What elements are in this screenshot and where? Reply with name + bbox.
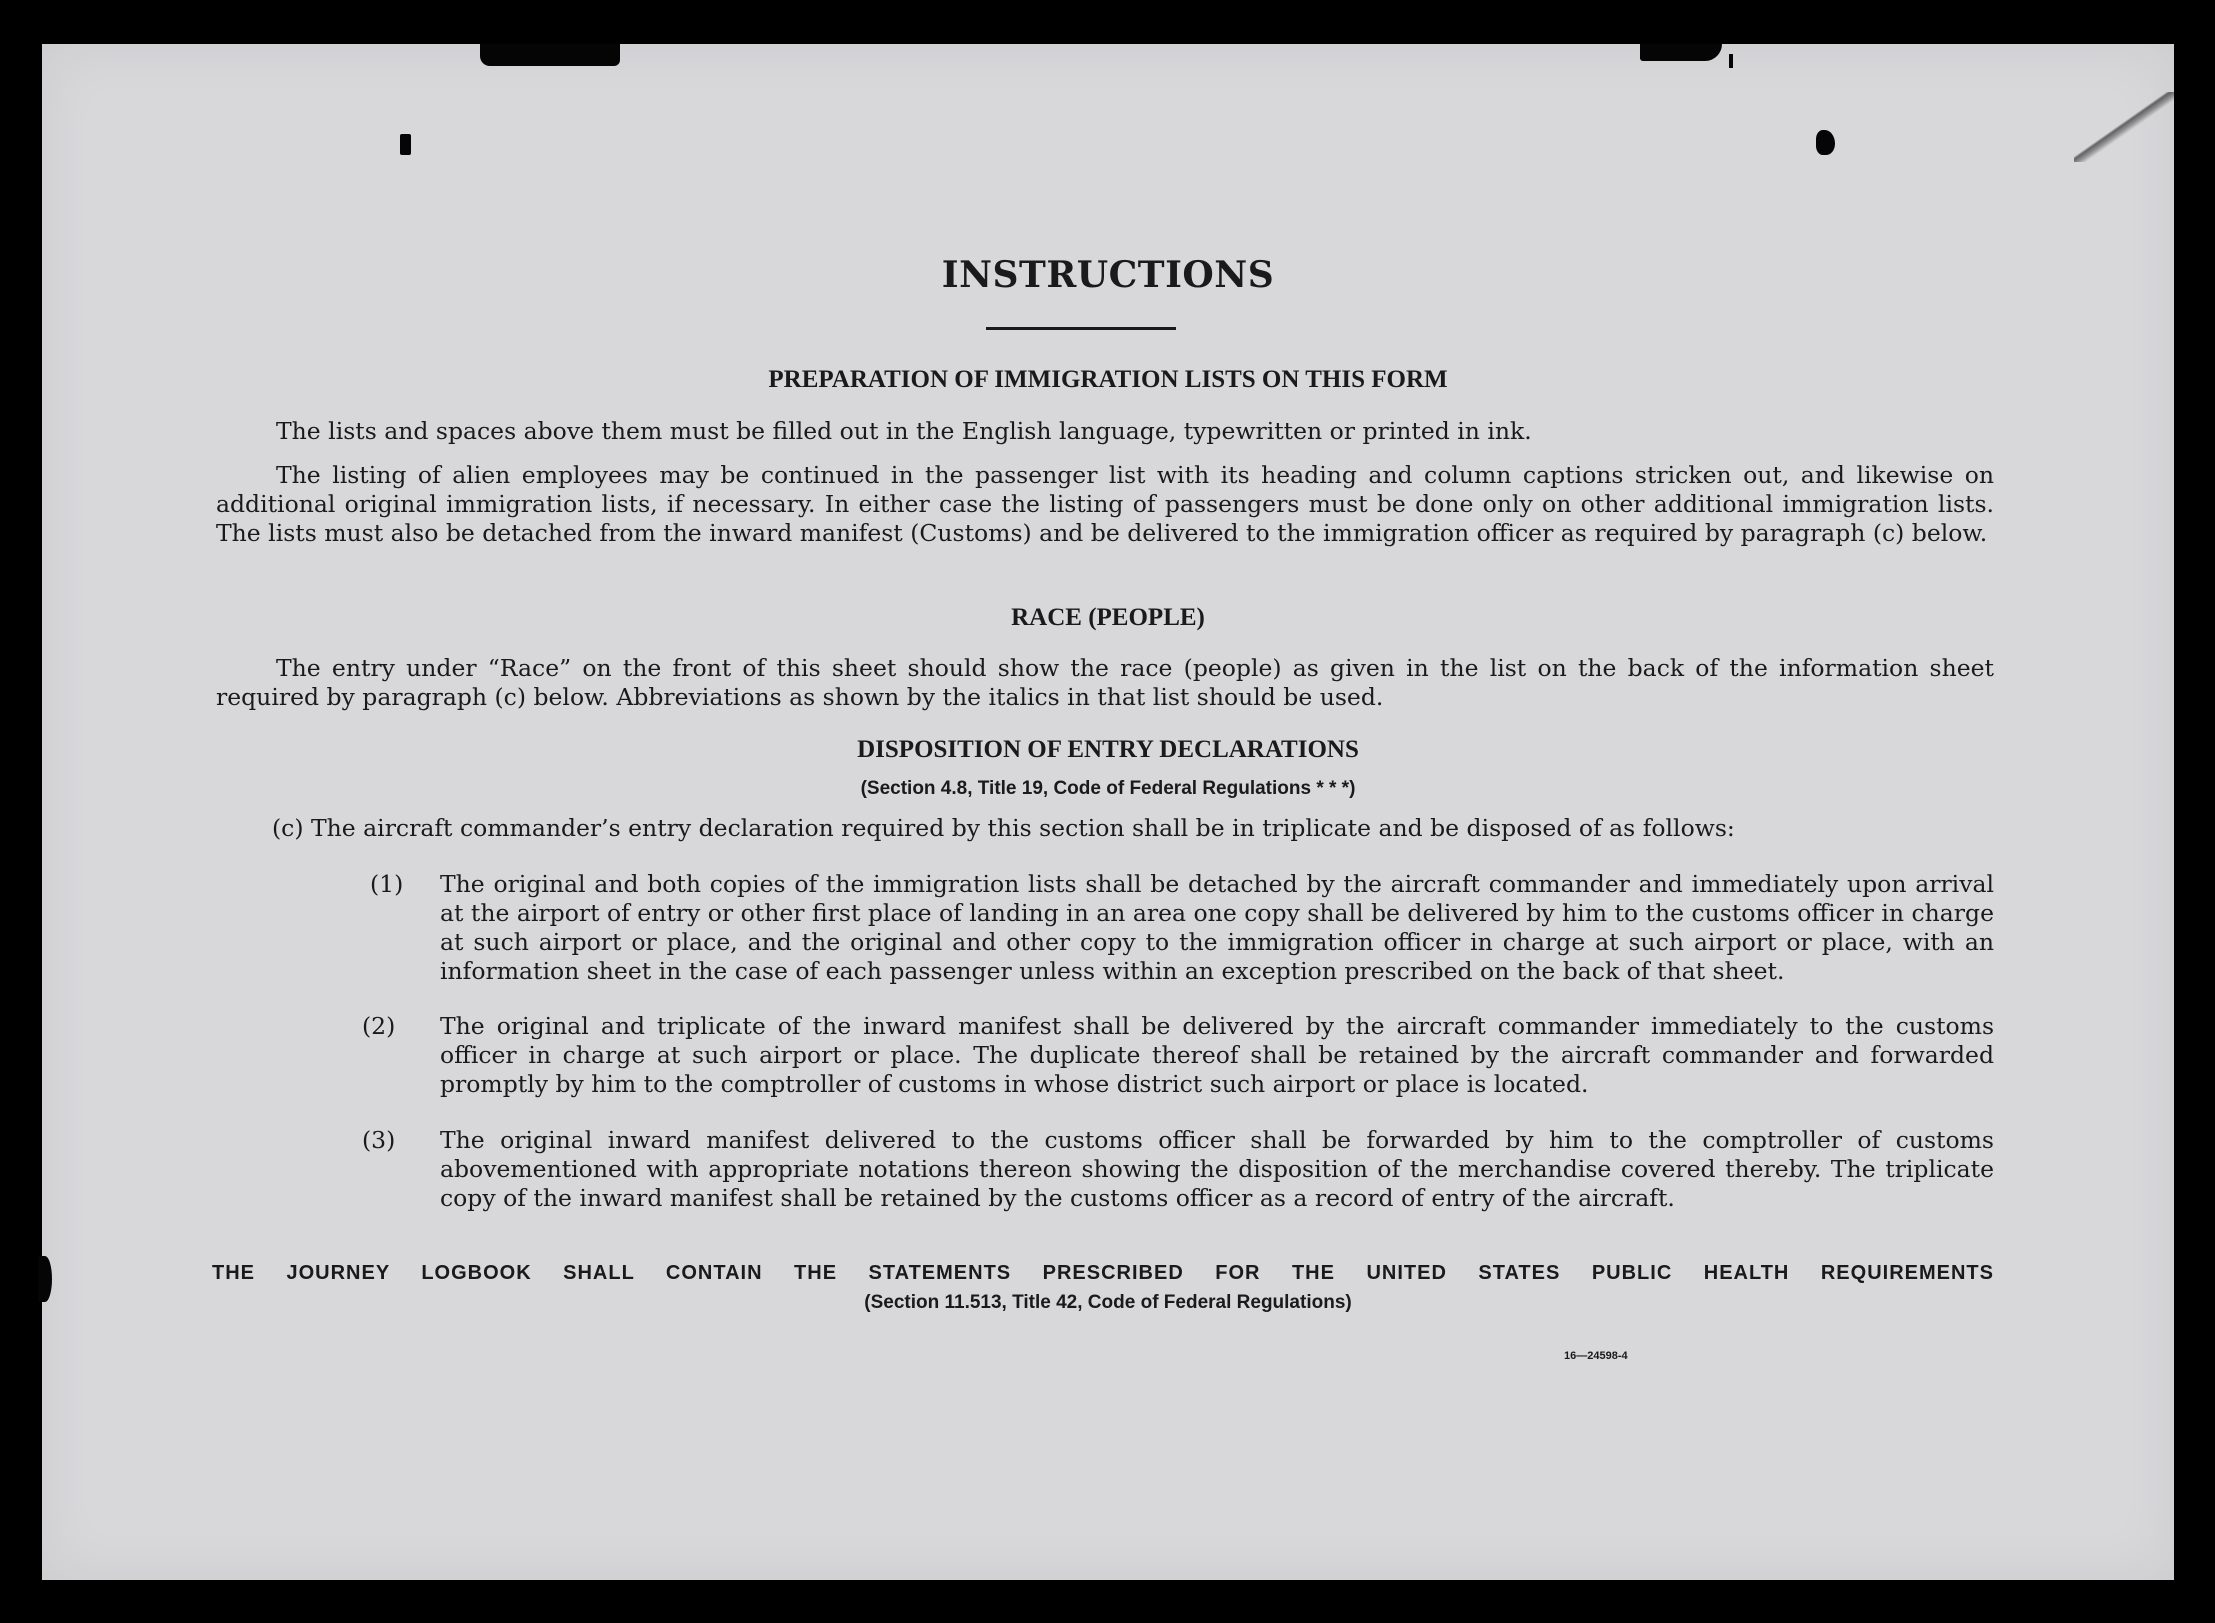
document-page: [42, 44, 2174, 1580]
form-number: 16—24598-4: [1564, 1350, 1628, 1362]
paragraph-preparation-1: The lists and spaces above them must be filled out in the English language, typewritten or printed in ink.: [276, 417, 1532, 445]
footer-requirement: THE JOURNEY LOGBOOK SHALL CONTAIN THE STATEMENTS PRESCRIBED FOR THE UNITED STATES PUBLIC HEALTH REQUIREMENTS: [212, 1262, 1994, 1284]
disposition-intro: [272, 814, 1994, 843]
item-text: The original and both copies of the immigration lists shall be detached by the aircraft commander and immediately upon arrival at the airport of entry or other first place of landing in an area one copy shall be delivered by him to the customs officer in charge at such airport or place, and the original and other copy to the immigration officer in charge at such airport or place, with an information sheet in the case of each passenger unless within an exception prescribed on the back of that sheet.: [440, 870, 1994, 985]
heading-race: RACE (PEOPLE): [1011, 604, 1205, 631]
item-number: (1): [370, 870, 404, 898]
disposition-citation: (Section 4.8, Title 19, Code of Federal Regulations * * *): [860, 778, 1356, 799]
list-item: [362, 1012, 1994, 1099]
item-number: (2): [362, 1012, 396, 1040]
item-text: The original inward manifest delivered to the customs officer shall be forwarded by him to the comptroller of customs abovementioned with appropriate notations thereon showing the disposition of the merchandise covered thereby. The triplicate copy of the inward manifest shall be retained by the customs officer as a record of entry of the aircraft.: [440, 1126, 1994, 1212]
document-content: [42, 44, 2174, 1580]
list-item: [370, 870, 1994, 986]
heading-preparation: PREPARATION OF IMMIGRATION LISTS ON THIS FORM: [768, 366, 1448, 393]
list-item: [362, 1126, 1994, 1213]
title-rule: [986, 327, 1176, 330]
item-number: (3): [362, 1126, 396, 1154]
item-text: The original and triplicate of the inward manifest shall be delivered by the aircraft commander immediately to the customs officer in charge at such airport or place. The duplicate thereof shall be retained by the aircraft commander and forwarded promptly by him to the comptroller of customs in whose district such airport or place is located.: [440, 1012, 1994, 1098]
heading-disposition: DISPOSITION OF ENTRY DECLARATIONS: [857, 736, 1359, 763]
intro-text: The aircraft commander’s entry declaration required by this section shall be in triplicate and be disposed of as follows:: [310, 814, 1735, 842]
intro-label: (c): [272, 814, 304, 842]
paragraph-preparation-2: The listing of alien employees may be continued in the passenger list with its heading and column captions stricken out, and likewise on additional original immigration lists, if necessary. In either case the listing of passengers must be done only on other additional immigration lists. The lists must also be detached from the inward manifest (Customs) and be delivered to the immigration officer as required by paragraph (c) below.: [216, 461, 1994, 547]
paragraph-race: The entry under “Race” on the front of this sheet should show the race (people) as given in the list on the back of the information sheet required by paragraph (c) below. Abbreviations as shown by the italics in that list should be used.: [216, 654, 1994, 711]
document-title: INSTRUCTIONS: [941, 254, 1275, 296]
footer-citation: (Section 11.513, Title 42, Code of Federal Regulations): [864, 1292, 1352, 1313]
